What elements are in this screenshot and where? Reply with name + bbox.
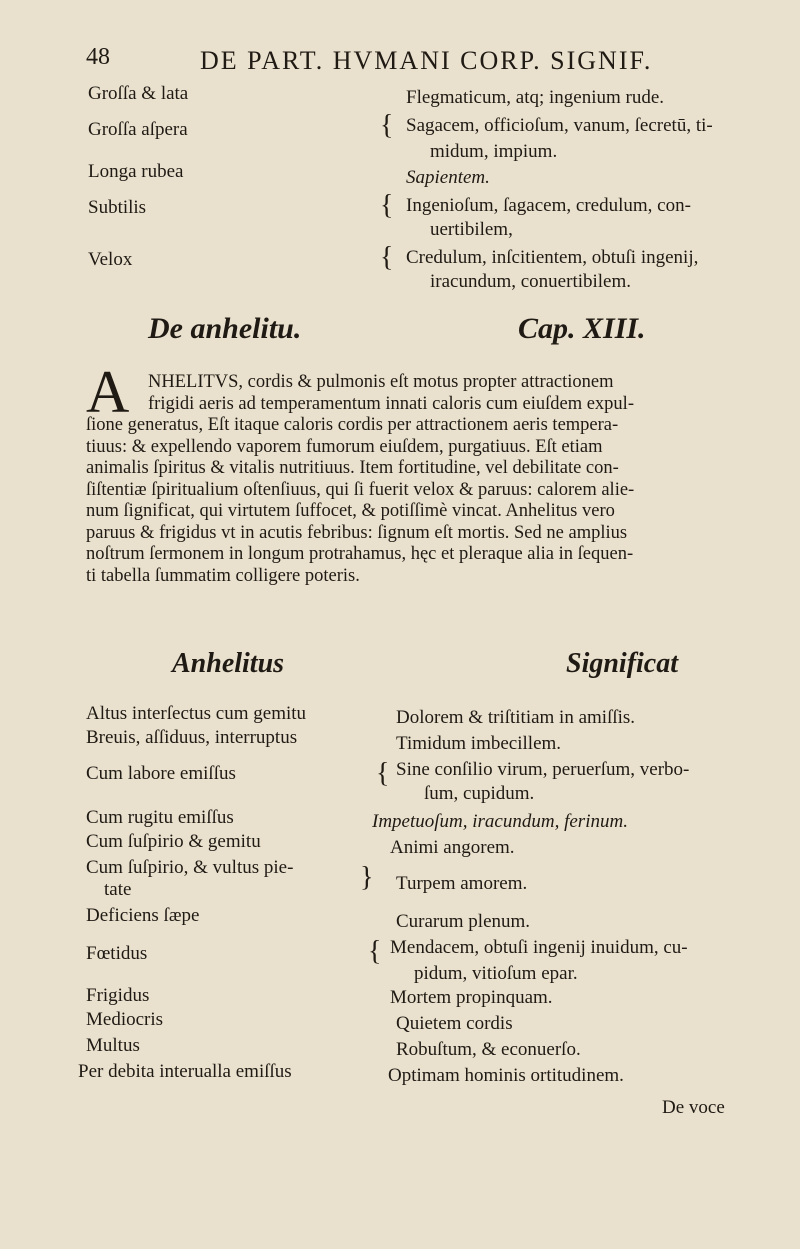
table-left-item: Cum rugitu emiſſus xyxy=(86,807,234,828)
running-title: DE PART. HVMANI CORP. SIGNIF. xyxy=(200,46,653,75)
table-right-item: Impetuoſum, iracundum, ferinum. xyxy=(372,811,628,832)
drop-capital: A xyxy=(86,359,130,425)
table-left-item: Mediocris xyxy=(86,1009,164,1030)
top-right-item: uertibilem, xyxy=(430,219,513,240)
chapter-number: Cap. XIII. xyxy=(518,312,646,345)
brace-icon: { xyxy=(368,936,382,967)
top-right-item: iracundum, conuertibilem. xyxy=(430,271,632,292)
paragraph-line: ſione generatus, Eſt itaque caloris cordis per attractionem aeris tempera- xyxy=(86,415,619,435)
page-number: 48 xyxy=(86,44,110,70)
top-left-item: Groſſa aſpera xyxy=(88,119,188,140)
paragraph-line: ſiſtentiæ ſpiritualium oſtenſiuus, qui ſi fuerit velox & paruus: calorem alie- xyxy=(86,479,635,500)
table-right-item: pidum, vitioſum epar. xyxy=(414,963,578,984)
brace-icon: } xyxy=(360,862,374,893)
top-right-item: Sapientem. xyxy=(406,167,490,188)
top-right-item: Credulum, inſcitientem, obtuſi ingenij, xyxy=(406,247,699,268)
brace-icon: { xyxy=(380,242,394,273)
paragraph-line: tiuus: & expellendo vaporem fumorum eiuſdem, purgatiuus. Eſt etiam xyxy=(86,436,603,457)
paragraph-line: noſtrum ſermonem in longum protrahamus, hęc et pleraque alia in ſequen- xyxy=(86,544,634,564)
top-right-item: Sagacem, officioſum, vanum, ſecretū, ti- xyxy=(406,115,713,136)
table-right-item: Quietem cordis xyxy=(396,1013,513,1034)
paragraph-line: animalis ſpiritus & vitalis nutritiuus. Item fortitudine, vel debilitate con- xyxy=(86,458,619,478)
top-right-item: Flegmaticum, atq; ingenium rude. xyxy=(406,87,665,108)
table-left-item: Frigidus xyxy=(86,985,150,1006)
table-right-item: ſum, cupidum. xyxy=(424,783,535,804)
table-right-item: Sine conſilio virum, peruerſum, verbo- xyxy=(396,759,690,780)
table-right-item: Mortem propinquam. xyxy=(390,987,553,1008)
table-left-item: Per debita interualla emiſſus xyxy=(78,1061,292,1082)
table-right-item: Timidum imbecillem. xyxy=(396,733,562,754)
paragraph-line: paruus & frigidus vt in acutis febribus: ſignum eſt mortis. Sed ne amplius xyxy=(86,522,628,543)
brace-icon: { xyxy=(380,190,394,221)
brace-icon: { xyxy=(376,758,390,789)
table-left-item: Cum ſuſpirio, & vultus pie- xyxy=(86,857,294,878)
table-left-item: Altus interſectus cum gemitu xyxy=(86,703,307,724)
table-right-item: Curarum plenum. xyxy=(396,911,531,932)
top-right-item: Ingenioſum, ſagacem, credulum, con- xyxy=(406,195,691,216)
paragraph-line: NHELITVS, cordis & pulmonis eſt motus propter attractionem xyxy=(148,372,614,392)
table-left-item: Breuis, aſſiduus, interruptus xyxy=(86,727,298,748)
top-left-item: Subtilis xyxy=(88,197,147,218)
table-left-item: Cum ſuſpirio & gemitu xyxy=(86,831,261,852)
table-right-heading: Significat xyxy=(566,648,679,679)
section-title: De anhelitu. xyxy=(148,312,302,345)
table-right-item: Robuſtum, & econuerſo. xyxy=(396,1039,581,1060)
paragraph-line: num ſignificat, qui virtutem ſuffocet, & potiſſimè vincat. Anhelitus vero xyxy=(86,501,615,521)
table-left-item: Multus xyxy=(86,1035,140,1056)
paragraph-line: ti tabella ſummatim colligere poteris. xyxy=(86,565,360,586)
table-right-item: Mendacem, obtuſi ingenij inuidum, cu- xyxy=(390,937,688,958)
table-right-item: Turpem amorem. xyxy=(396,873,528,894)
table-left-item: Deficiens ſæpe xyxy=(86,905,200,926)
table-right-item: Optimam hominis ortitudinem. xyxy=(388,1065,624,1086)
paragraph-line: frigidi aeris ad temperamentum innati caloris cum eiuſdem expul- xyxy=(148,393,634,414)
top-left-item: Velox xyxy=(88,249,133,270)
table-left-item: tate xyxy=(104,879,132,900)
table-right-item: Animi angorem. xyxy=(390,837,515,858)
top-left-item: Longa rubea xyxy=(88,161,184,182)
table-right-item: Dolorem & triſtitiam in amiſſis. xyxy=(396,707,636,728)
table-left-heading: Anhelitus xyxy=(172,648,285,679)
catchword: De voce xyxy=(662,1097,725,1118)
table-left-item: Cum labore emiſſus xyxy=(86,763,236,784)
table-left-item: Fœtidus xyxy=(86,943,148,964)
top-right-item: midum, impium. xyxy=(430,141,558,162)
brace-icon: { xyxy=(380,110,394,141)
body-paragraph xyxy=(86,372,766,587)
top-left-item: Groſſa & lata xyxy=(88,83,189,104)
